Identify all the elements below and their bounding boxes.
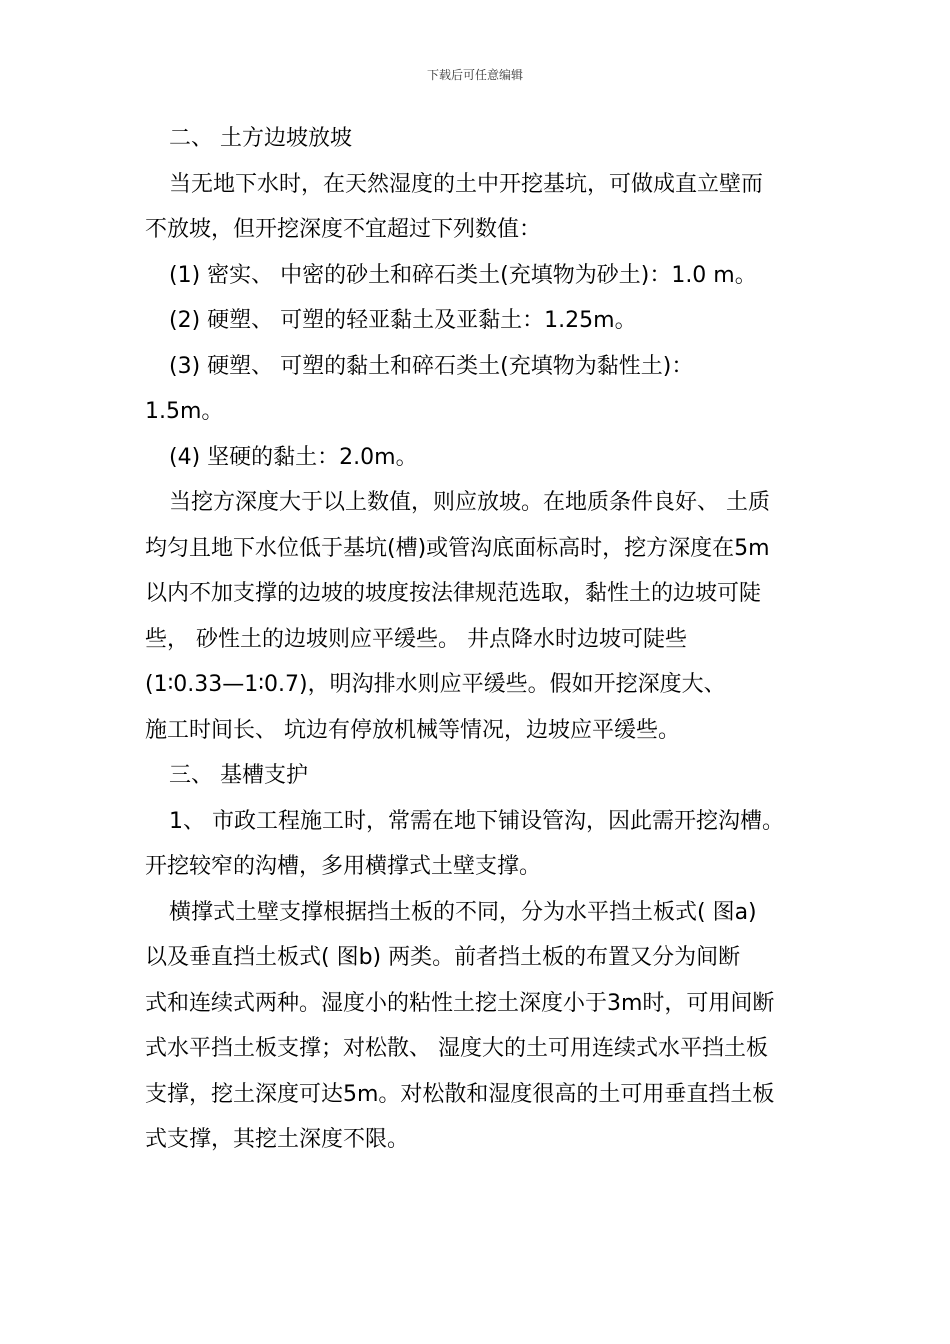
- list-item: (1) 密实、 中密的砂土和碎石类土(充填物为砂土)：1.0 m。: [169, 262, 757, 288]
- paragraph-line: 1、 市政工程施工时，常需在地下铺设管沟，因此需开挖沟槽。: [169, 808, 784, 834]
- paragraph-line: 些， 砂性土的边坡则应平缓些。 井点降水时边坡可陡些: [145, 626, 687, 652]
- header-note: 下载后可任意编辑: [426, 68, 523, 82]
- paragraph-line: 开挖较窄的沟槽，多用横撑式土壁支撑。: [145, 854, 542, 879]
- paragraph-line: 以内不加支撑的边坡的坡度按法律规范选取，黏性土的边坡可陡: [145, 581, 762, 606]
- paragraph-line: 均匀且地下水位低于基坑(槽)或管沟底面标高时，挖方深度在5m: [145, 535, 770, 561]
- list-item: (4) 坚硬的黏土：2.0m。: [169, 444, 418, 470]
- paragraph-line: 当无地下水时，在天然湿度的土中开挖基坑，可做成直立壁而: [169, 171, 764, 197]
- paragraph-line: 式和连续式两种。湿度小的粘性土挖土深度小于3m时，可用间断: [145, 990, 775, 1016]
- paragraph-line: 施工时间长、 坑边有停放机械等情况，边坡应平缓些。: [145, 717, 680, 743]
- list-item-continuation: 1.5m。: [145, 399, 224, 424]
- paragraph-line: 当挖方深度大于以上数值，则应放坡。在地质条件良好、 土质: [169, 490, 770, 515]
- list-item: (2) 硬塑、 可塑的轻亚黏土及亚黏土：1.25m。: [169, 308, 637, 333]
- document-body: [145, 116, 810, 1163]
- list-item: (3) 硬塑、 可塑的黏土和碎石类土(充填物为黏性土)：: [169, 353, 694, 379]
- paragraph-line: 式支撑，其挖土深度不限。: [145, 1127, 410, 1152]
- paragraph-line: 横撑式土壁支撑根据挡土板的不同，分为水平挡土板式( 图a): [169, 899, 757, 925]
- paragraph-line: (1∶0.33—1∶0.7)，明沟排水则应平缓些。假如开挖深度大、: [145, 672, 726, 697]
- paragraph-line: 不放坡，但开挖深度不宜超过下列数值：: [145, 217, 542, 242]
- paragraph-line: 式水平挡土板支撑；对松散、 湿度大的土可用连续式水平挡土板: [145, 1036, 768, 1061]
- section-heading-slope: 二、 土方边坡放坡: [169, 126, 352, 151]
- paragraph-line: 以及垂直挡土板式( 图b) 两类。前者挡土板的布置又分为间断: [145, 945, 741, 970]
- paragraph-line: 支撑，挖土深度可达5m。对松散和湿度很高的土可用垂直挡土板: [145, 1081, 775, 1107]
- section-heading-support: 三、 基槽支护: [169, 763, 308, 788]
